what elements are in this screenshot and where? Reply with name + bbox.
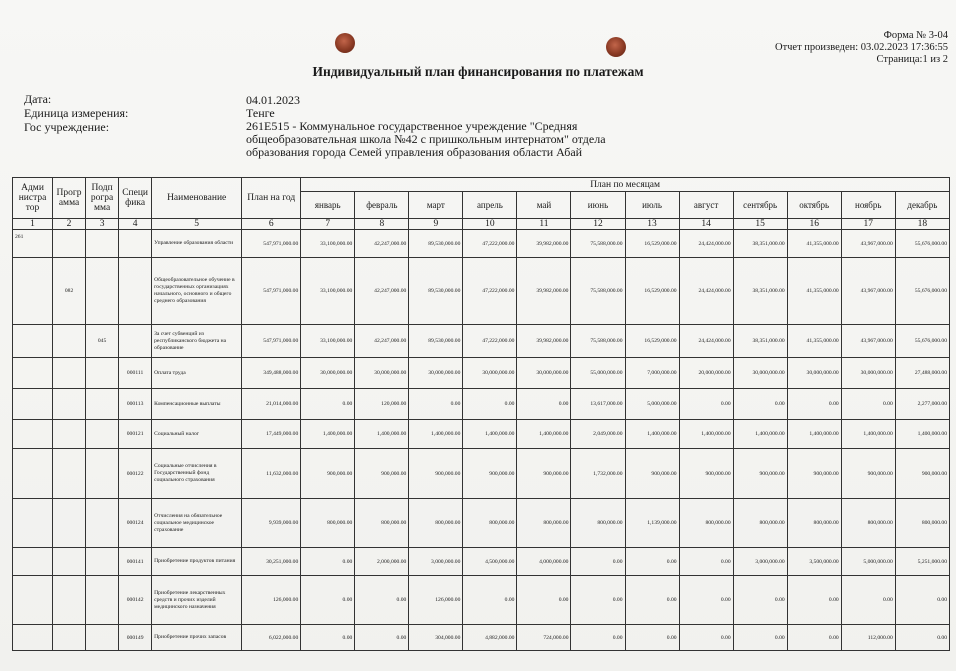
cell-program [53,449,86,499]
cell-month-value: 16,529,000.00 [625,325,679,358]
column-index: 4 [119,219,152,230]
cell-subprogram [86,499,119,548]
cell-month-value: 30,000,000.00 [517,358,571,389]
cell-subprogram: 045 [86,325,119,358]
cell-month-value: 30,000,000.00 [733,358,787,389]
table-row [13,625,950,651]
header-subprogram: Подп рогра мма [86,178,119,219]
cell-month-value: 0.00 [679,548,733,576]
cell-month-value: 47,222,000.00 [463,230,517,258]
financing-plan-table [12,177,950,651]
cell-month-value: 5,000,000.00 [841,548,895,576]
cell-admin [13,548,53,576]
table-row [13,325,950,358]
cell-program [53,230,86,258]
cell-month-value: 1,400,000.00 [409,420,463,449]
cell-subprogram [86,389,119,420]
cell-plan-year: 11,632,000.00 [242,449,301,499]
column-index: 2 [53,219,86,230]
cell-month-value: 55,676,000.00 [895,258,949,325]
column-index: 16 [787,219,841,230]
cell-month-value: 900,000.00 [463,449,517,499]
table-row [13,420,950,449]
table-row [13,449,950,499]
cell-name: Социальный налог [152,420,242,449]
cell-subprogram [86,449,119,499]
column-index: 10 [463,219,517,230]
cell-month-value: 43,967,000.00 [841,230,895,258]
column-index: 1 [13,219,53,230]
cell-month-value: 33,100,000.00 [301,258,355,325]
cell-month-value: 900,000.00 [733,449,787,499]
cell-month-value: 4,500,000.00 [463,548,517,576]
cell-month-value: 1,400,000.00 [733,420,787,449]
column-index: 12 [571,219,625,230]
cell-month-value: 0.00 [355,625,409,651]
cell-month-value: 0.00 [571,576,625,625]
cell-month-value: 20,000,000.00 [679,358,733,389]
cell-month-value: 2,049,000.00 [571,420,625,449]
table-row [13,548,950,576]
cell-plan-year: 126,000.00 [242,576,301,625]
cell-name: Приобретение продуктов питания [152,548,242,576]
cell-month-value: 1,400,000.00 [463,420,517,449]
cell-month-value: 126,000.00 [409,576,463,625]
cell-name: За счет субвенций из республиканского бюджета на образование [152,325,242,358]
cell-month-value: 0.00 [625,576,679,625]
document-title: Индивидуальный план финансирования по платежам [312,64,644,79]
institution-value-2: общеобразовательная школа №42 с пришкольным интернатом" отдела [246,132,606,146]
cell-month-value: 3,000,000.00 [409,548,463,576]
cell-specifics: 000141 [119,548,152,576]
cell-month-value: 89,530,000.00 [409,325,463,358]
table-row [13,258,950,325]
cell-month-value: 55,000,000.00 [571,358,625,389]
institution-value-3: образования города Семей управления образования области Абай [246,145,583,159]
cell-plan-year: 17,449,000.00 [242,420,301,449]
cell-month-value: 30,000,000.00 [787,358,841,389]
header-month: январь [301,192,355,219]
cell-month-value: 1,139,000.00 [625,499,679,548]
cell-month-value: 0.00 [733,389,787,420]
cell-month-value: 0.00 [301,548,355,576]
table-row [13,499,950,548]
cell-month-value: 800,000.00 [841,499,895,548]
cell-month-value: 75,588,000.00 [571,230,625,258]
cell-month-value: 0.00 [355,576,409,625]
cell-month-value: 800,000.00 [679,499,733,548]
cell-month-value: 800,000.00 [463,499,517,548]
header-month: август [679,192,733,219]
cell-month-value: 0.00 [895,625,949,651]
cell-subprogram [86,358,119,389]
cell-name: Приобретение прочих запасов [152,625,242,651]
punch-hole-left [335,33,355,53]
cell-month-value: 0.00 [571,548,625,576]
header-plan-months: План по месяцам [301,178,950,192]
cell-plan-year: 349,488,000.00 [242,358,301,389]
cell-month-value: 1,400,000.00 [895,420,949,449]
cell-month-value: 724,000.00 [517,625,571,651]
cell-admin [13,449,53,499]
unit-value: Тенге [246,106,275,120]
cell-specifics: 000124 [119,499,152,548]
cell-month-value: 304,000.00 [409,625,463,651]
meta-labels [24,92,128,134]
cell-month-value: 41,355,000.00 [787,230,841,258]
cell-admin [13,358,53,389]
table-row [13,358,950,389]
cell-month-value: 5,000,000.00 [625,389,679,420]
cell-month-value: 800,000.00 [355,499,409,548]
column-index: 15 [733,219,787,230]
cell-month-value: 16,529,000.00 [625,258,679,325]
cell-month-value: 800,000.00 [571,499,625,548]
cell-month-value: 0.00 [733,576,787,625]
cell-month-value: 30,000,000.00 [463,358,517,389]
header-month: ноябрь [841,192,895,219]
cell-month-value: 41,355,000.00 [787,258,841,325]
cell-month-value: 24,424,000.00 [679,258,733,325]
cell-program [53,420,86,449]
cell-month-value: 30,000,000.00 [841,358,895,389]
column-index: 17 [841,219,895,230]
cell-month-value: 0.00 [787,625,841,651]
cell-month-value: 41,355,000.00 [787,325,841,358]
cell-month-value: 800,000.00 [301,499,355,548]
cell-specifics [119,258,152,325]
cell-month-value: 33,100,000.00 [301,230,355,258]
header-plan-year: План на год [242,178,301,219]
cell-month-value: 39,982,000.00 [517,258,571,325]
cell-plan-year: 547,971,000.00 [242,325,301,358]
cell-specifics [119,325,152,358]
cell-program [53,325,86,358]
header-month: июнь [571,192,625,219]
cell-month-value: 4,000,000.00 [517,548,571,576]
cell-plan-year: 30,251,000.00 [242,548,301,576]
cell-month-value: 800,000.00 [733,499,787,548]
cell-month-value: 27,488,000.00 [895,358,949,389]
cell-program [53,358,86,389]
column-index: 9 [409,219,463,230]
cell-program [53,625,86,651]
cell-specifics [119,230,152,258]
cell-admin [13,420,53,449]
cell-subprogram [86,420,119,449]
cell-month-value: 3,000,000.00 [733,548,787,576]
cell-month-value: 1,400,000.00 [517,420,571,449]
cell-month-value: 1,732,000.00 [571,449,625,499]
header-specifics: Специ фика [119,178,152,219]
cell-month-value: 75,588,000.00 [571,325,625,358]
cell-program [53,389,86,420]
cell-month-value: 42,247,000.00 [355,258,409,325]
page-number: Страница:1 из 2 [876,54,948,65]
cell-specifics: 000142 [119,576,152,625]
cell-name: Управление образования области [152,230,242,258]
cell-subprogram [86,230,119,258]
cell-month-value: 75,588,000.00 [571,258,625,325]
cell-month-value: 900,000.00 [787,449,841,499]
cell-month-value: 42,247,000.00 [355,325,409,358]
cell-month-value: 800,000.00 [895,499,949,548]
cell-month-value: 0.00 [463,576,517,625]
cell-month-value: 0.00 [301,625,355,651]
cell-month-value: 0.00 [841,576,895,625]
cell-month-value: 1,400,000.00 [787,420,841,449]
report-time: Отчет произведен: 03.02.2023 17:36:55 [774,42,948,53]
cell-month-value: 2,277,000.00 [895,389,949,420]
header-month: февраль [355,192,409,219]
cell-month-value: 0.00 [301,576,355,625]
cell-admin [13,325,53,358]
cell-month-value: 0.00 [517,389,571,420]
column-index: 3 [86,219,119,230]
cell-month-value: 42,247,000.00 [355,230,409,258]
cell-month-value: 0.00 [787,576,841,625]
cell-subprogram [86,548,119,576]
cell-month-value: 0.00 [841,389,895,420]
cell-specifics: 000122 [119,449,152,499]
cell-admin [13,576,53,625]
cell-month-value: 0.00 [301,389,355,420]
table-row [13,230,950,258]
cell-name: Общеобразовательное обучение в государственных организациях начального, основного и общего среднего образования [152,258,242,325]
cell-name: Оплата труда [152,358,242,389]
cell-name: Приобретение лекарственных средств и прочих изделий медицинского назначения [152,576,242,625]
cell-month-value: 38,351,000.00 [733,325,787,358]
cell-month-value: 30,000,000.00 [301,358,355,389]
cell-month-value: 55,676,000.00 [895,230,949,258]
cell-month-value: 800,000.00 [409,499,463,548]
cell-plan-year: 6,022,000.00 [242,625,301,651]
cell-admin [13,389,53,420]
cell-admin [13,625,53,651]
cell-month-value: 1,400,000.00 [355,420,409,449]
cell-specifics: 000113 [119,389,152,420]
cell-month-value: 24,424,000.00 [679,325,733,358]
cell-month-value: 38,351,000.00 [733,258,787,325]
cell-month-value: 800,000.00 [787,499,841,548]
column-index: 14 [679,219,733,230]
cell-month-value: 0.00 [733,625,787,651]
cell-specifics: 000111 [119,358,152,389]
cell-subprogram [86,576,119,625]
table-row [13,576,950,625]
header-month: июль [625,192,679,219]
cell-month-value: 39,982,000.00 [517,325,571,358]
cell-month-value: 33,100,000.00 [301,325,355,358]
cell-name: Отчисления на обязательное социальное медицинское страхование [152,499,242,548]
cell-program [53,576,86,625]
cell-month-value: 43,967,000.00 [841,325,895,358]
header-month: май [517,192,571,219]
punch-hole-right [606,37,626,57]
cell-month-value: 43,967,000.00 [841,258,895,325]
cell-month-value: 900,000.00 [679,449,733,499]
institution-label: Гос учреждение: [24,120,110,134]
cell-month-value: 7,000,000.00 [625,358,679,389]
cell-month-value: 900,000.00 [409,449,463,499]
cell-month-value: 0.00 [895,576,949,625]
form-number: Форма № 3-04 [883,30,948,41]
cell-program [53,499,86,548]
cell-month-value: 30,000,000.00 [355,358,409,389]
header-month: декабрь [895,192,949,219]
cell-month-value: 30,000,000.00 [409,358,463,389]
cell-month-value: 1,400,000.00 [841,420,895,449]
cell-specifics: 000121 [119,420,152,449]
column-index: 6 [242,219,301,230]
cell-month-value: 55,676,000.00 [895,325,949,358]
cell-month-value: 900,000.00 [625,449,679,499]
cell-plan-year: 547,971,000.00 [242,258,301,325]
cell-month-value: 4,882,000.00 [463,625,517,651]
cell-specifics: 000149 [119,625,152,651]
cell-plan-year: 547,971,000.00 [242,230,301,258]
cell-subprogram [86,258,119,325]
header-month: октябрь [787,192,841,219]
cell-month-value: 900,000.00 [895,449,949,499]
cell-month-value: 47,222,000.00 [463,258,517,325]
cell-admin [13,258,53,325]
cell-plan-year: 21,014,000.00 [242,389,301,420]
cell-month-value: 89,530,000.00 [409,230,463,258]
cell-month-value: 13,617,000.00 [571,389,625,420]
column-index: 8 [355,219,409,230]
cell-month-value: 0.00 [571,625,625,651]
cell-month-value: 0.00 [679,625,733,651]
cell-month-value: 1,400,000.00 [625,420,679,449]
cell-month-value: 0.00 [409,389,463,420]
cell-month-value: 0.00 [625,625,679,651]
header-month: март [409,192,463,219]
cell-month-value: 0.00 [463,389,517,420]
header-month: сентябрь [733,192,787,219]
cell-name: Компенсационные выплаты [152,389,242,420]
date-label: Дата: [24,92,52,106]
form-info [775,30,948,66]
cell-subprogram [86,625,119,651]
cell-month-value: 1,400,000.00 [679,420,733,449]
header-program: Прогр амма [53,178,86,219]
cell-month-value: 900,000.00 [517,449,571,499]
cell-name: Социальные отчисления в Государственный фонд социального страхования [152,449,242,499]
column-index: 13 [625,219,679,230]
cell-month-value: 120,000.00 [355,389,409,420]
cell-month-value: 900,000.00 [841,449,895,499]
cell-month-value: 0.00 [517,576,571,625]
cell-month-value: 47,222,000.00 [463,325,517,358]
cell-program [53,548,86,576]
cell-month-value: 24,424,000.00 [679,230,733,258]
cell-month-value: 3,500,000.00 [787,548,841,576]
cell-month-value: 1,400,000.00 [301,420,355,449]
cell-month-value: 5,251,000.00 [895,548,949,576]
cell-month-value: 900,000.00 [301,449,355,499]
table-row [13,389,950,420]
unit-label: Единица измерения: [24,106,129,120]
institution-value-1: 261E515 - Коммунальное государственное учреждение "Средняя [246,119,578,133]
date-value: 04.01.2023 [246,93,300,107]
cell-month-value: 16,529,000.00 [625,230,679,258]
cell-program: 082 [53,258,86,325]
column-index: 11 [517,219,571,230]
header-admin: Адми нистра тор [13,178,53,219]
meta-values [246,94,626,159]
cell-month-value: 800,000.00 [517,499,571,548]
header-name: Наименование [152,178,242,219]
cell-admin: 261 [13,230,53,258]
cell-month-value: 0.00 [679,389,733,420]
cell-month-value: 900,000.00 [355,449,409,499]
cell-month-value: 39,982,000.00 [517,230,571,258]
column-index: 18 [895,219,949,230]
cell-admin [13,499,53,548]
cell-month-value: 2,000,000.00 [355,548,409,576]
cell-month-value: 0.00 [679,576,733,625]
cell-month-value: 38,351,000.00 [733,230,787,258]
cell-month-value: 112,000.00 [841,625,895,651]
column-index: 5 [152,219,242,230]
column-index: 7 [301,219,355,230]
cell-month-value: 89,530,000.00 [409,258,463,325]
header-month: апрель [463,192,517,219]
cell-month-value: 0.00 [787,389,841,420]
cell-plan-year: 9,939,000.00 [242,499,301,548]
cell-month-value: 0.00 [625,548,679,576]
